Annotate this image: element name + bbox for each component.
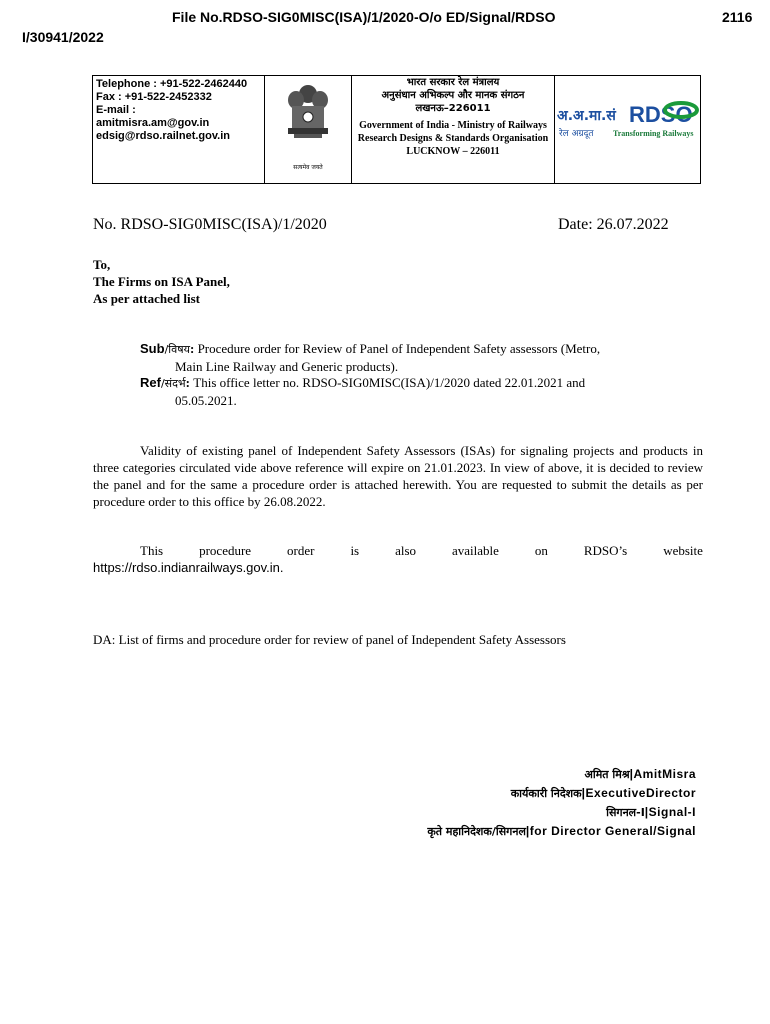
logo-text: RDSO <box>629 102 693 127</box>
file-number: File No.RDSO-SIG0MISC(ISA)/1/2020-O/o ED/Signal/RDSO <box>172 9 556 25</box>
word: on <box>534 543 548 558</box>
department-hindi: सिगनल-I <box>606 806 645 819</box>
org-hindi-1: भारत सरकार रेल मंत्रालय <box>406 77 500 88</box>
recipient-block <box>93 256 230 307</box>
rdso-logo-icon <box>555 90 705 150</box>
recipient-note: As per attached list <box>93 291 201 306</box>
body-paragraph-2 <box>93 542 703 576</box>
ref-label-hindi: /संदर्भ <box>160 377 186 390</box>
body-paragraph-1: Validity of existing panel of Independent Safety Assessors (ISAs) for signaling projects and products in three categories circulated vide above reference will expire on 21.01.2023. In view of above, it is decided to review the panel and for the same a procedure order is attached herewith. You are requested to submit the details as per procedure order to this office by 26.08.2022. <box>93 443 703 509</box>
logo-tagline-en: Transforming Railways <box>613 129 694 138</box>
department: |Signal-I <box>644 805 696 819</box>
subject-label: Sub <box>140 341 165 356</box>
signatory-name-hindi: अमित मिश्र <box>584 768 630 781</box>
for-hindi: कृते महानिदेशक/सिगनल <box>427 825 526 838</box>
letterhead <box>92 75 701 184</box>
paragraph-2-line <box>93 542 703 559</box>
emblem-cell <box>265 76 352 184</box>
document-attached: DA: List of firms and procedure order for review of panel of Independent Safety Assessors <box>93 632 566 647</box>
word: available <box>452 543 499 558</box>
designation: |ExecutiveDirector <box>581 786 696 800</box>
recipient-line: The Firms on ISA Panel, <box>93 274 230 289</box>
ref-label: Ref <box>140 375 161 390</box>
word: procedure <box>199 543 252 558</box>
subject-block: Sub/विषय: Procedure order for Review of Panel of Independent Safety assessors (Metro, Main Line Railway and Generic products). <box>140 340 700 375</box>
org-english-1: Government of India - Ministry of Railways <box>359 120 547 131</box>
to-line: To, <box>93 257 111 272</box>
subject-text-1: Procedure order for Review of Panel of Independent Safety assessors (Metro, <box>194 341 601 356</box>
reference-number: No. RDSO-SIG0MISC(ISA)/1/2020 <box>93 216 327 233</box>
signature-block <box>427 765 696 841</box>
logo-hindi: अ.अ.मा.सं <box>557 108 616 124</box>
organization-block <box>352 76 555 184</box>
telephone: Telephone : +91-522-2462440 <box>96 78 248 90</box>
for-director-general: |for Director General/Signal <box>525 824 696 838</box>
ref-text-1: This office letter no. RDSO-SIG0MISC(ISA)/1/2020 dated 22.01.2021 and <box>190 375 586 390</box>
word: website <box>663 543 703 558</box>
contact-block <box>93 76 265 184</box>
fax: Fax : +91-522-2452332 <box>96 91 212 103</box>
word: This <box>140 543 164 558</box>
letter-date: Date: 26.07.2022 <box>558 216 669 233</box>
subject-label-hindi: /विषय <box>164 343 190 356</box>
word: order <box>287 543 315 558</box>
signatory-name: |AmitMisra <box>629 767 696 781</box>
org-hindi-2: अनुसंधान अभिकल्प और मानक संगठन <box>381 90 525 101</box>
emblem-motto: सत्यमेव जयते <box>293 164 323 171</box>
website-link[interactable]: https://rdso.indianrailways.gov.in. <box>93 560 284 575</box>
rdso-logo-cell <box>555 76 701 184</box>
file-number-cont: I/30941/2022 <box>22 29 104 45</box>
email-2[interactable]: edsig@rdso.railnet.gov.in <box>96 130 230 142</box>
word: also <box>395 543 417 558</box>
word: RDSO’s <box>583 543 628 558</box>
national-emblem-icon <box>278 80 338 158</box>
email-1[interactable]: amitmisra.am@gov.in <box>96 117 210 129</box>
org-english-2: Research Designs & Standards Organisation <box>357 133 549 144</box>
page-number: 2116 <box>722 9 753 25</box>
ref-text-2: 05.05.2021. <box>175 393 237 408</box>
logo-tagline-hi: रेल अग्रदूत <box>559 129 594 139</box>
designation-hindi: कार्यकारी निदेशक <box>510 787 582 800</box>
reference-block: Ref/संदर्भ: This office letter no. RDSO-SIG0MISC(ISA)/1/2020 dated 22.01.2021 and 05.05.2021. <box>140 374 700 409</box>
email-label: E-mail : <box>96 104 136 116</box>
subject-text-2: Main Line Railway and Generic products). <box>175 359 399 374</box>
org-english-3: LUCKNOW – 226011 <box>406 146 500 157</box>
org-hindi-3: लखनऊ–226011 <box>415 103 491 114</box>
word: is <box>350 543 360 558</box>
